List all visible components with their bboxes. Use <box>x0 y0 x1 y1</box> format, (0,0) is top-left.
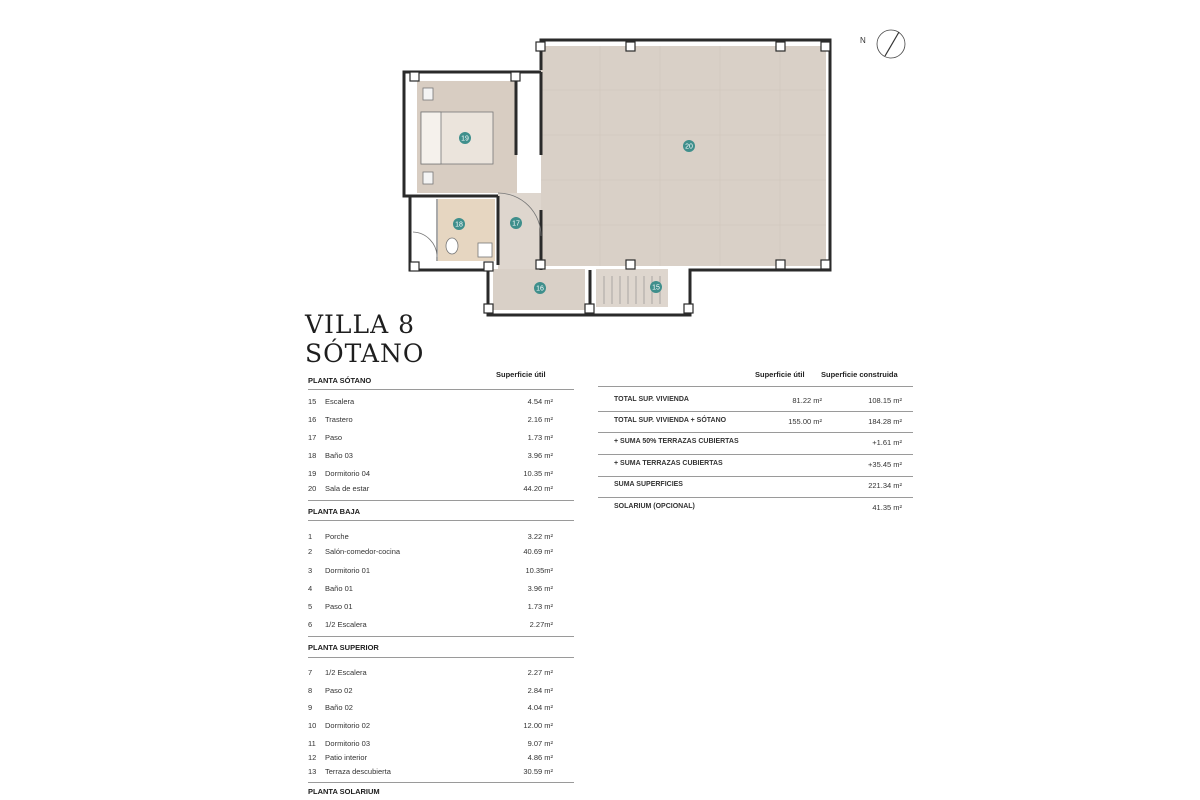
table-row: 13 Terraza descubierta 30.59 m² <box>308 767 553 776</box>
corridor-floor <box>498 193 541 269</box>
totals-col-util-header: Superficie útil <box>755 370 805 379</box>
totals-row: TOTAL SUP. VIVIENDA 81.22 m² 108.15 m² <box>614 396 902 405</box>
villa-title: VILLA 8 <box>305 310 416 339</box>
table-row: 8 Paso 02 2.84 m² <box>308 686 553 695</box>
table-row: 10 Dormitorio 02 12.00 m² <box>308 721 553 730</box>
section-solarium: PLANTA SOLARIUM <box>308 787 380 796</box>
table-row: 1 Porche 3.22 m² <box>308 532 553 541</box>
room-tag-19 <box>459 132 471 144</box>
divider <box>598 454 913 455</box>
room-tag-18 <box>453 218 465 230</box>
svg-text:15: 15 <box>652 284 660 292</box>
totals-row: SUMA SUPERFICIES 221.34 m² <box>614 481 902 490</box>
table-row: 3 Dormitorio 01 10.35m² <box>308 566 553 575</box>
room-tag-17 <box>510 217 522 229</box>
table-row: 12 Patio interior 4.86 m² <box>308 753 553 762</box>
divider <box>598 497 913 498</box>
table-row: 5 Paso 01 1.73 m² <box>308 602 553 611</box>
divider <box>308 500 574 501</box>
totals-row: TOTAL SUP. VIVIENDA + SÓTANO 155.00 m² 184.28 m² <box>614 417 902 426</box>
divider <box>308 389 574 390</box>
table-row: 15 Escalera 4.54 m² <box>308 397 553 406</box>
room-tag-20 <box>683 140 695 152</box>
table-row: 4 Baño 01 3.96 m² <box>308 584 553 593</box>
col-util-header: Superficie útil <box>496 370 546 379</box>
table-row: 7 1/2 Escalera 2.27 m² <box>308 668 553 677</box>
divider <box>308 636 574 637</box>
table-row: 17 Paso 1.73 m² <box>308 433 553 442</box>
bathroom-floor <box>414 199 438 261</box>
table-row: 6 1/2 Escalera 2.27m² <box>308 620 553 629</box>
toilet <box>446 238 458 254</box>
table-row: 16 Trastero 2.16 m² <box>308 415 553 424</box>
totals-row: + SUMA TERRAZAS CUBIERTAS +35.45 m² <box>614 460 902 469</box>
svg-text:20: 20 <box>685 143 693 151</box>
room-tag-16 <box>534 282 546 294</box>
floor-plan <box>0 0 1200 320</box>
totals-col-construida-header: Superficie construida <box>821 370 898 379</box>
table-row: 9 Baño 02 4.04 m² <box>308 703 553 712</box>
totals-row: + SUMA 50% TERRAZAS CUBIERTAS +1.61 m² <box>614 438 902 447</box>
svg-text:16: 16 <box>536 285 544 293</box>
living-room-floor <box>541 46 826 266</box>
divider <box>598 411 913 412</box>
divider <box>598 476 913 477</box>
section-superior: PLANTA SUPERIOR <box>308 643 379 652</box>
table-row: 2 Salón-comedor-cocina 40.69 m² <box>308 547 553 556</box>
table-row: 11 Dormitorio 03 9.07 m² <box>308 739 553 748</box>
divider <box>308 657 574 658</box>
section-sotano: PLANTA SÓTANO <box>308 376 372 385</box>
sink <box>478 243 492 257</box>
svg-text:19: 19 <box>461 135 469 143</box>
divider <box>598 432 913 433</box>
table-row: 19 Dormitorio 04 10.35 m² <box>308 469 553 478</box>
divider <box>308 782 574 783</box>
table-row: 18 Baño 03 3.96 m² <box>308 451 553 460</box>
north-label: N <box>860 36 866 45</box>
divider <box>308 520 574 521</box>
room-tag-15 <box>650 281 662 293</box>
svg-text:18: 18 <box>455 221 463 229</box>
svg-text:17: 17 <box>512 220 520 228</box>
divider <box>598 386 913 387</box>
section-baja: PLANTA BAJA <box>308 507 361 516</box>
table-row: 20 Sala de estar 44.20 m² <box>308 484 553 493</box>
totals-row: SOLARIUM (OPCIONAL) 41.35 m² <box>614 503 902 512</box>
compass <box>860 30 905 58</box>
level-title: SÓTANO <box>305 339 425 368</box>
